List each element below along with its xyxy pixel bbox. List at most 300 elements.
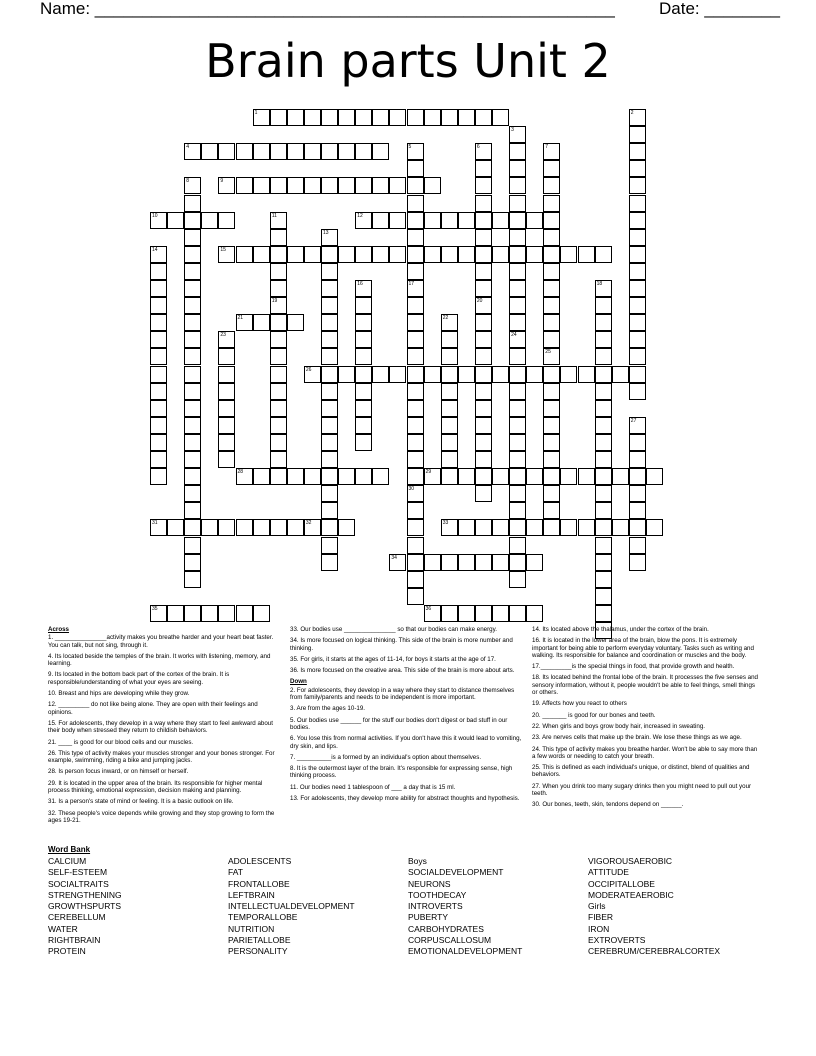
grid-cell[interactable] [629, 246, 646, 263]
grid-cell[interactable] [287, 109, 304, 126]
grid-cell[interactable] [475, 160, 492, 177]
grid-cell[interactable] [578, 468, 595, 485]
grid-cell[interactable] [424, 605, 441, 622]
grid-cell[interactable] [629, 331, 646, 348]
grid-cell[interactable] [389, 554, 406, 571]
grid-cell[interactable] [321, 263, 338, 280]
grid-cell[interactable] [526, 246, 543, 263]
grid-cell[interactable] [578, 366, 595, 383]
grid-cell[interactable] [526, 366, 543, 383]
grid-cell[interactable] [629, 280, 646, 297]
grid-cell[interactable] [612, 468, 629, 485]
grid-cell[interactable] [475, 485, 492, 502]
grid-cell[interactable] [458, 605, 475, 622]
grid-cell[interactable] [218, 366, 235, 383]
grid-cell[interactable] [441, 434, 458, 451]
grid-cell[interactable] [407, 468, 424, 485]
grid-cell[interactable] [475, 417, 492, 434]
grid-cell[interactable] [543, 485, 560, 502]
grid-cell[interactable] [629, 229, 646, 246]
grid-cell[interactable] [441, 366, 458, 383]
grid-cell[interactable] [287, 246, 304, 263]
grid-cell[interactable] [595, 417, 612, 434]
grid-cell[interactable] [321, 143, 338, 160]
grid-cell[interactable] [458, 554, 475, 571]
grid-cell[interactable] [509, 502, 526, 519]
grid-cell[interactable] [509, 571, 526, 588]
grid-cell[interactable] [270, 177, 287, 194]
grid-cell[interactable] [629, 177, 646, 194]
grid-cell[interactable] [458, 468, 475, 485]
grid-cell[interactable] [407, 109, 424, 126]
grid-cell[interactable] [509, 229, 526, 246]
grid-cell[interactable] [372, 246, 389, 263]
grid-cell[interactable] [321, 331, 338, 348]
grid-cell[interactable] [218, 143, 235, 160]
grid-cell[interactable] [595, 331, 612, 348]
grid-cell[interactable] [184, 417, 201, 434]
grid-cell[interactable] [304, 177, 321, 194]
grid-cell[interactable] [509, 126, 526, 143]
grid-cell[interactable] [184, 451, 201, 468]
grid-cell[interactable] [184, 229, 201, 246]
grid-cell[interactable] [218, 400, 235, 417]
grid-cell[interactable] [475, 177, 492, 194]
grid-cell[interactable] [629, 143, 646, 160]
grid-cell[interactable] [509, 451, 526, 468]
grid-cell[interactable] [560, 519, 577, 536]
grid-cell[interactable] [543, 348, 560, 365]
grid-cell[interactable] [338, 468, 355, 485]
grid-cell[interactable] [458, 366, 475, 383]
grid-cell[interactable] [595, 571, 612, 588]
grid-cell[interactable] [270, 434, 287, 451]
grid-cell[interactable] [441, 331, 458, 348]
grid-cell[interactable] [629, 366, 646, 383]
grid-cell[interactable] [407, 229, 424, 246]
grid-cell[interactable] [441, 400, 458, 417]
grid-cell[interactable] [218, 348, 235, 365]
grid-cell[interactable] [236, 177, 253, 194]
grid-cell[interactable] [270, 143, 287, 160]
grid-cell[interactable] [270, 314, 287, 331]
grid-cell[interactable] [184, 331, 201, 348]
grid-cell[interactable] [543, 519, 560, 536]
grid-cell[interactable] [407, 280, 424, 297]
grid-cell[interactable] [184, 502, 201, 519]
grid-cell[interactable] [338, 366, 355, 383]
grid-cell[interactable] [184, 571, 201, 588]
grid-cell[interactable] [543, 331, 560, 348]
grid-cell[interactable] [407, 400, 424, 417]
grid-cell[interactable] [150, 383, 167, 400]
grid-cell[interactable] [253, 109, 270, 126]
grid-cell[interactable] [629, 417, 646, 434]
grid-cell[interactable] [629, 195, 646, 212]
grid-cell[interactable] [475, 331, 492, 348]
grid-cell[interactable] [595, 434, 612, 451]
grid-cell[interactable] [595, 554, 612, 571]
grid-cell[interactable] [355, 177, 372, 194]
grid-cell[interactable] [201, 519, 218, 536]
grid-cell[interactable] [321, 109, 338, 126]
grid-cell[interactable] [509, 383, 526, 400]
grid-cell[interactable] [475, 451, 492, 468]
grid-cell[interactable] [629, 519, 646, 536]
grid-cell[interactable] [304, 109, 321, 126]
grid-cell[interactable] [509, 331, 526, 348]
grid-cell[interactable] [338, 246, 355, 263]
grid-cell[interactable] [184, 537, 201, 554]
grid-cell[interactable] [355, 297, 372, 314]
grid-cell[interactable] [201, 605, 218, 622]
grid-cell[interactable] [253, 605, 270, 622]
grid-cell[interactable] [560, 366, 577, 383]
grid-cell[interactable] [475, 246, 492, 263]
grid-cell[interactable] [321, 177, 338, 194]
grid-cell[interactable] [355, 109, 372, 126]
grid-cell[interactable] [184, 246, 201, 263]
grid-cell[interactable] [646, 519, 663, 536]
grid-cell[interactable] [407, 502, 424, 519]
grid-cell[interactable] [543, 160, 560, 177]
grid-cell[interactable] [184, 434, 201, 451]
grid-cell[interactable] [218, 451, 235, 468]
grid-cell[interactable] [407, 451, 424, 468]
grid-cell[interactable] [287, 519, 304, 536]
grid-cell[interactable] [595, 485, 612, 502]
grid-cell[interactable] [338, 109, 355, 126]
grid-cell[interactable] [184, 605, 201, 622]
grid-cell[interactable] [321, 537, 338, 554]
grid-cell[interactable] [629, 502, 646, 519]
grid-cell[interactable] [509, 297, 526, 314]
grid-cell[interactable] [150, 348, 167, 365]
grid-cell[interactable] [287, 468, 304, 485]
grid-cell[interactable] [595, 451, 612, 468]
grid-cell[interactable] [150, 212, 167, 229]
grid-cell[interactable] [475, 229, 492, 246]
grid-cell[interactable] [595, 502, 612, 519]
grid-cell[interactable] [184, 280, 201, 297]
grid-cell[interactable] [543, 229, 560, 246]
grid-cell[interactable] [304, 519, 321, 536]
grid-cell[interactable] [355, 246, 372, 263]
grid-cell[interactable] [509, 314, 526, 331]
grid-cell[interactable] [458, 212, 475, 229]
grid-cell[interactable] [543, 177, 560, 194]
grid-cell[interactable] [218, 246, 235, 263]
grid-cell[interactable] [595, 519, 612, 536]
grid-cell[interactable] [543, 297, 560, 314]
grid-cell[interactable] [441, 451, 458, 468]
grid-cell[interactable] [441, 383, 458, 400]
grid-cell[interactable] [509, 366, 526, 383]
grid-cell[interactable] [355, 348, 372, 365]
grid-cell[interactable] [424, 212, 441, 229]
grid-cell[interactable] [218, 605, 235, 622]
grid-cell[interactable] [338, 177, 355, 194]
grid-cell[interactable] [407, 212, 424, 229]
grid-cell[interactable] [287, 143, 304, 160]
grid-cell[interactable] [218, 417, 235, 434]
grid-cell[interactable] [509, 212, 526, 229]
grid-cell[interactable] [629, 451, 646, 468]
grid-cell[interactable] [441, 212, 458, 229]
grid-cell[interactable] [475, 366, 492, 383]
grid-cell[interactable] [629, 297, 646, 314]
grid-cell[interactable] [612, 366, 629, 383]
grid-cell[interactable] [372, 212, 389, 229]
grid-cell[interactable] [578, 519, 595, 536]
grid-cell[interactable] [475, 280, 492, 297]
grid-cell[interactable] [321, 434, 338, 451]
grid-cell[interactable] [270, 331, 287, 348]
grid-cell[interactable] [150, 434, 167, 451]
grid-cell[interactable] [475, 554, 492, 571]
grid-cell[interactable] [270, 468, 287, 485]
grid-cell[interactable] [492, 109, 509, 126]
date-field-label[interactable]: Date: ________ [659, 0, 780, 18]
grid-cell[interactable] [475, 519, 492, 536]
grid-cell[interactable] [321, 348, 338, 365]
grid-cell[interactable] [355, 280, 372, 297]
grid-cell[interactable] [270, 366, 287, 383]
grid-cell[interactable] [543, 434, 560, 451]
grid-cell[interactable] [184, 383, 201, 400]
grid-cell[interactable] [629, 348, 646, 365]
grid-cell[interactable] [167, 605, 184, 622]
grid-cell[interactable] [150, 366, 167, 383]
grid-cell[interactable] [543, 314, 560, 331]
grid-cell[interactable] [424, 554, 441, 571]
grid-cell[interactable] [475, 605, 492, 622]
grid-cell[interactable] [218, 383, 235, 400]
grid-cell[interactable] [355, 212, 372, 229]
grid-cell[interactable] [389, 109, 406, 126]
grid-cell[interactable] [407, 417, 424, 434]
grid-cell[interactable] [441, 109, 458, 126]
grid-cell[interactable] [355, 434, 372, 451]
grid-cell[interactable] [270, 263, 287, 280]
grid-cell[interactable] [595, 605, 612, 622]
grid-cell[interactable] [509, 280, 526, 297]
grid-cell[interactable] [184, 366, 201, 383]
grid-cell[interactable] [509, 434, 526, 451]
grid-cell[interactable] [304, 366, 321, 383]
grid-cell[interactable] [372, 109, 389, 126]
grid-cell[interactable] [167, 212, 184, 229]
name-field-label[interactable]: Name: _______________________________________________________ [40, 0, 615, 18]
grid-cell[interactable] [441, 605, 458, 622]
grid-cell[interactable] [150, 468, 167, 485]
grid-cell[interactable] [475, 143, 492, 160]
grid-cell[interactable] [424, 109, 441, 126]
grid-cell[interactable] [595, 348, 612, 365]
grid-cell[interactable] [321, 451, 338, 468]
grid-cell[interactable] [253, 246, 270, 263]
grid-cell[interactable] [475, 195, 492, 212]
grid-cell[interactable] [441, 554, 458, 571]
grid-cell[interactable] [218, 434, 235, 451]
grid-cell[interactable] [321, 383, 338, 400]
grid-cell[interactable] [595, 314, 612, 331]
grid-cell[interactable] [270, 297, 287, 314]
grid-cell[interactable] [509, 348, 526, 365]
grid-cell[interactable] [441, 519, 458, 536]
grid-cell[interactable] [270, 519, 287, 536]
grid-cell[interactable] [543, 383, 560, 400]
grid-cell[interactable] [492, 246, 509, 263]
grid-cell[interactable] [629, 537, 646, 554]
grid-cell[interactable] [270, 383, 287, 400]
grid-cell[interactable] [236, 468, 253, 485]
grid-cell[interactable] [270, 451, 287, 468]
grid-cell[interactable] [321, 297, 338, 314]
grid-cell[interactable] [184, 212, 201, 229]
grid-cell[interactable] [629, 434, 646, 451]
grid-cell[interactable] [492, 366, 509, 383]
grid-cell[interactable] [304, 143, 321, 160]
grid-cell[interactable] [184, 519, 201, 536]
grid-cell[interactable] [184, 177, 201, 194]
grid-cell[interactable] [578, 246, 595, 263]
grid-cell[interactable] [543, 468, 560, 485]
grid-cell[interactable] [389, 177, 406, 194]
grid-cell[interactable] [321, 554, 338, 571]
grid-cell[interactable] [543, 143, 560, 160]
grid-cell[interactable] [595, 588, 612, 605]
grid-cell[interactable] [150, 314, 167, 331]
grid-cell[interactable] [167, 519, 184, 536]
grid-cell[interactable] [509, 246, 526, 263]
grid-cell[interactable] [492, 519, 509, 536]
grid-cell[interactable] [321, 246, 338, 263]
grid-cell[interactable] [475, 212, 492, 229]
grid-cell[interactable] [595, 246, 612, 263]
grid-cell[interactable] [218, 212, 235, 229]
grid-cell[interactable] [475, 263, 492, 280]
grid-cell[interactable] [543, 451, 560, 468]
grid-cell[interactable] [458, 519, 475, 536]
grid-cell[interactable] [509, 468, 526, 485]
grid-cell[interactable] [407, 297, 424, 314]
grid-cell[interactable] [355, 468, 372, 485]
grid-cell[interactable] [407, 366, 424, 383]
grid-cell[interactable] [321, 314, 338, 331]
grid-cell[interactable] [595, 400, 612, 417]
grid-cell[interactable] [236, 246, 253, 263]
grid-cell[interactable] [441, 246, 458, 263]
grid-cell[interactable] [270, 109, 287, 126]
grid-cell[interactable] [441, 417, 458, 434]
grid-cell[interactable] [424, 246, 441, 263]
grid-cell[interactable] [526, 212, 543, 229]
grid-cell[interactable] [543, 366, 560, 383]
grid-cell[interactable] [355, 143, 372, 160]
grid-cell[interactable] [595, 383, 612, 400]
grid-cell[interactable] [629, 468, 646, 485]
grid-cell[interactable] [150, 519, 167, 536]
grid-cell[interactable] [355, 400, 372, 417]
grid-cell[interactable] [629, 212, 646, 229]
grid-cell[interactable] [492, 212, 509, 229]
grid-cell[interactable] [321, 229, 338, 246]
grid-cell[interactable] [184, 348, 201, 365]
grid-cell[interactable] [407, 314, 424, 331]
grid-cell[interactable] [321, 366, 338, 383]
grid-cell[interactable] [475, 109, 492, 126]
grid-cell[interactable] [475, 314, 492, 331]
grid-cell[interactable] [509, 605, 526, 622]
grid-cell[interactable] [355, 383, 372, 400]
grid-cell[interactable] [475, 400, 492, 417]
grid-cell[interactable] [509, 554, 526, 571]
grid-cell[interactable] [287, 314, 304, 331]
grid-cell[interactable] [389, 212, 406, 229]
grid-cell[interactable] [321, 280, 338, 297]
grid-cell[interactable] [509, 195, 526, 212]
grid-cell[interactable] [201, 212, 218, 229]
grid-cell[interactable] [321, 400, 338, 417]
grid-cell[interactable] [475, 434, 492, 451]
grid-cell[interactable] [543, 246, 560, 263]
grid-cell[interactable] [184, 314, 201, 331]
grid-cell[interactable] [270, 212, 287, 229]
grid-cell[interactable] [321, 485, 338, 502]
grid-cell[interactable] [355, 366, 372, 383]
grid-cell[interactable] [236, 314, 253, 331]
grid-cell[interactable] [372, 468, 389, 485]
grid-cell[interactable] [236, 143, 253, 160]
grid-cell[interactable] [543, 400, 560, 417]
grid-cell[interactable] [372, 177, 389, 194]
grid-cell[interactable] [509, 143, 526, 160]
grid-cell[interactable] [253, 177, 270, 194]
grid-cell[interactable] [407, 519, 424, 536]
grid-cell[interactable] [407, 177, 424, 194]
grid-cell[interactable] [321, 417, 338, 434]
grid-cell[interactable] [543, 195, 560, 212]
grid-cell[interactable] [526, 605, 543, 622]
grid-cell[interactable] [629, 160, 646, 177]
grid-cell[interactable] [407, 434, 424, 451]
grid-cell[interactable] [407, 160, 424, 177]
grid-cell[interactable] [612, 519, 629, 536]
grid-cell[interactable] [543, 212, 560, 229]
grid-cell[interactable] [526, 554, 543, 571]
grid-cell[interactable] [338, 519, 355, 536]
grid-cell[interactable] [407, 331, 424, 348]
grid-cell[interactable] [218, 331, 235, 348]
grid-cell[interactable] [407, 246, 424, 263]
grid-cell[interactable] [270, 280, 287, 297]
grid-cell[interactable] [407, 383, 424, 400]
grid-cell[interactable] [509, 537, 526, 554]
grid-cell[interactable] [184, 400, 201, 417]
grid-cell[interactable] [509, 160, 526, 177]
grid-cell[interactable] [304, 246, 321, 263]
grid-cell[interactable] [270, 229, 287, 246]
grid-cell[interactable] [646, 468, 663, 485]
grid-cell[interactable] [304, 468, 321, 485]
grid-cell[interactable] [458, 246, 475, 263]
grid-cell[interactable] [218, 177, 235, 194]
grid-cell[interactable] [543, 280, 560, 297]
grid-cell[interactable] [270, 400, 287, 417]
grid-cell[interactable] [355, 331, 372, 348]
grid-cell[interactable] [150, 451, 167, 468]
